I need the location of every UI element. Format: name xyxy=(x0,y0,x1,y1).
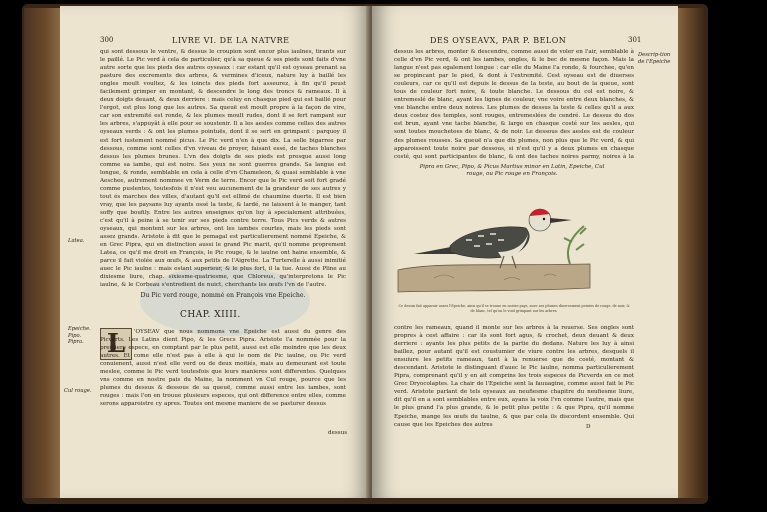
bird-eye xyxy=(543,218,545,220)
chapter-subtitle: Du Pic verd rouge, nommé en François vne Epeiche. xyxy=(140,292,306,299)
margin-note-latea: Latea. xyxy=(68,238,85,244)
right-paragraph-2: contre les rameaux, quand il monte sur les arbres à la reuerse. Ses ongles sont propres à cest affaire : car ils sont fort agus, & crochet, deux deuant & deux derriere : ayants les plus petits de la partie du dedans. Nature les luy à ainsi baillez, pour autant qu'il est coustumier de viure contre les arbres, desquels il ensuiure les petits rameaux, tant à la renuerse que de costé, montant & descendant. Aristote le distinguant d'auec le Pic iaulne, nomma particulierement Pipra, comprenant qu'il y en ait comprins les trois especes de Picverds en ce mot Grec Dryocolaptes. La chair de l'Epeiche sent la fauuagine, comme aussi fait le Pic verd. Aristote parlant de tels oyseaux au neufiesme chapitre du neufiesme liure, dit qu'il en a sont semblables entre eux, ayans la voix l'vn comme l'autre, mais que le plus grand l'a plus grande, & le petit plus petite : & que Pipra, qu'il nomme Epeiche, mange les œufs du taulne, & que par cela ils discordent ensemble. Qui cause que les Epeiches des autres xyxy=(394,325,634,428)
right-page-edges xyxy=(676,8,704,498)
left-running-head: LIVRE VI. DE LA NATVRE xyxy=(172,36,290,45)
margin-note-cul-rouge: Cul rouge. xyxy=(64,388,92,394)
margin-note-description: Descrip-tion de l'Epeiche xyxy=(638,52,671,65)
figure-note: Ce dessin fait apparoir assez l'Epeiche, ainsi qu'il se trouue en nostre pays, auec ses plumes diuersement peintes de rouge, de noir, & de blanc, tel qu'on le void grimpant sur les arbres. xyxy=(398,304,630,313)
figure-caption: Pipra en Grec, Pipo, & Picus Martius minor en Latin, Epeiche, Cul rouge, ou Pic rouge en François. xyxy=(419,164,605,177)
catchword: dessus xyxy=(328,430,348,436)
branch xyxy=(398,264,590,292)
left-page-number: 300 xyxy=(100,36,114,44)
left-paragraph-1: qui sont dessous le ventre, & dessus le croupion sont encor plus iaulnes, tirants sur le paillé. Le Pic verd à cela de particulier, qu'à sa queue & ses pieds sont faits d'vne autre sorte que les pieds des autres oyseaux : car estant qu'il est oyseau prenant sa pasture des excrements des arbres, & vermines d'iceux, nature luy à baillé les ongles moult voultez, & les ioincts des pieds fort asseurez, à fin qu'il peust facilement grimper en montant, & descendre le long des troncs & rameaux. Il à deux doigts deuant, & deux derriere : mais celuy en chasque pied qui est baillé pour l'ergot, est plus long que les autres. Sa queuë est moult propre à la façon de vire, car son extremité est ronde, & les plumes moult rudes, dont il se fert rampant sur les arbres, s'appuyât à elle pour se soustenir. Il a les aesles comme celles des autres oyseaux verds : & ont les plumes pointuës, dont il se sert en grimpant : parquoy il est fort iustement nommé picus. Le Pic verd n'en à que dix. La selle bigarree par dessous, comme sont celles d'vn viveau de proyer, faisant essé, de taches blanches dessus les plumes brunes. L'vn des doigts de ses pieds est presque aussi long comme sa iambe, qui est noire. Ses yeux ne sont guerres grands. Sa langue est longue, & ronde, semblable en cela à celle d'vn Chameleon, & quasi semblable à vne Aeschee, autrement nommee vn Verm de terre. Encor que le Pic verd soit fort gradé comme puslentes, toutesfois il n'est veu aucunement de la grandeur de ses autres y tout és marches des villes, d'autant qu'il est ellimé de chaumine duerte. Il est bien vray, que les paysans luy ayants ossé la teste, & lardé, ne laissent à le manger, tant soffy que boufily. Entre les autres enseignes qu'on luy à specialement attribuées, c'est qu'il à peine à se tenir sur ses pieds contre terre. Tous Pics verds & autres oyseaux, qui montent sur les arbres, ont les iambes courtes, mais les pieds sont assez grands. Aristote à dit que le pemagal est particulierement nommé Epeiche, & en Grec Pipra, qui en distinction aussi le grand Pic marit, qu'il nomme proprement Latea, ce qu'il me droit en François, le Pic rouge, & le iaulne ont haine ensemble, & parce il fait violée aux œufs, & aux petits de l'Aigrette. La Turterelle à aussi inimitié auec le Pic iaulne : mais estant superieur, & le plus fort, il la tue. Aussi de Pline au dixiesme liure, chap. sixiesme-quatriesme, que Chloreus, qu'interpretons le Pic iaulne, & le Corbeau s'entredient de nuict, cherchants les œufs l'vn de l'autre. xyxy=(100,49,346,288)
left-page-edges xyxy=(24,8,60,498)
margin-note-epeiche: Epeiche. Pipo. Pipra. xyxy=(68,326,91,345)
woodpecker-illustration xyxy=(394,188,594,298)
chapter-title: CHAP. XIIII. xyxy=(180,310,241,320)
drop-cap: L xyxy=(100,328,132,360)
right-page xyxy=(372,6,678,498)
leaves xyxy=(564,226,586,264)
right-running-head: DES OYSEAVX, PAR P. BELON xyxy=(430,36,567,45)
bird-body xyxy=(450,227,529,258)
left-paragraph-2: 'OYSEAV que nous nommons vne Epeiche est aussi du genre des Picverts. Les Latins dient Pipo, & les Grecs Pipra. Aristote l'a nommée pour la premiere espece, en comptant par le plus petit, aussi est elle moindre que les deux autres. Et come elle n'est pas à elle à qui le nom de Pic iaulne, ou Pic verd conuienent, aussi n'est elle verd ou de deux moitiés, mais au demeurant est toute meslee, comme le Pic verd toutesfois que leurs manieres sont differentes. Quelques vns comme en nostre pais du Maine, la nomment vn Cul rouge, pource que les plumes du dessus & dessous de sa queuë, comme aussi entre les iambes, sont rouges : mais l'on en trouue plusieurs especes, qui ont difference entre elles, comme serons apparoistre cy apres. Toutes ont mesme maniere de se pasturer dessus xyxy=(100,329,346,408)
bird-beak xyxy=(550,218,572,223)
signature-mark: D xyxy=(586,424,591,430)
left-page xyxy=(60,6,370,498)
right-page-number: 301 xyxy=(628,36,642,44)
right-paragraph-1: dessus les arbres, monter & descendre, comme aussi de voler en l'air, semblable à celle d'vn Pic verd, & ont les iambes, ongles, & le bec de mesme façon. Mais la langue n'est pas egalement longue : car elle du Maine l'a ronde, & fourchee, qu'en se propincant par le pied, & dont à l'extremité. Cest oyseau est de diuerses couleurs, car ce qu'il est depuis le dessus de la teste, au bout de la queue, sont tous de couleur fort noire, & toute blanche. Le dessous du col est noire, & entremeslé de blanc, ayant les lignes de couleur, vne voire entre deux blanches, & vne blanche entre deux noires. Les plumes de dessus la teste & celles qu'il a aux deux costez des temples, sont rouges, entremeslées de cendré. Le dessus du dos est brun, ayant vne tache blanche, & large en chasque costé sur les aesles, qui sont toutes mouchetees de blanc, & de noir. Le dessous des aesles est de couleur des plumes rousses. Sa queuë n'a que dix plumes, non plus que le Pic verd, & qui apparoissent toute noire par dessous, si n'est qu'il y a deux plumes en chasque costé, qui sont participantes de blanc, & ont des taches noires parmy, noires à la xyxy=(394,49,634,160)
